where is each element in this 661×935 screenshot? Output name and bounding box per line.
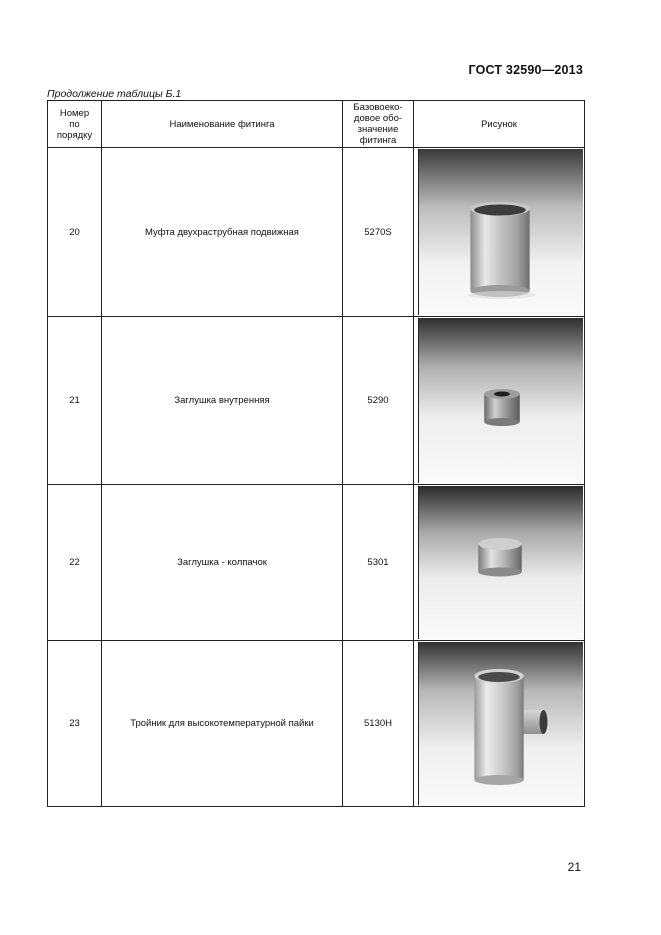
page-number: 21 (567, 860, 581, 874)
row-number: 22 (48, 485, 102, 641)
column-header-code: Базовоеко- довое обо- значение фитинга (343, 101, 414, 148)
table-row (48, 317, 585, 485)
fitting-name: Заглушка - колпачок (102, 485, 343, 641)
fittings-table (47, 100, 585, 807)
table-header-row (48, 101, 585, 148)
cap-plug-image (419, 486, 583, 639)
fitting-code: 5270S (343, 148, 414, 317)
column-header-name: Наименование фитинга (102, 101, 343, 148)
table-row (48, 148, 585, 317)
table-caption: Продолжение таблицы Б.1 (47, 88, 182, 100)
table-row (48, 485, 585, 641)
fitting-name: Муфта двухраструбная подвижная (102, 148, 343, 317)
row-number: 21 (48, 317, 102, 485)
fitting-code: 5130H (343, 641, 414, 807)
tee-fitting-image (419, 642, 583, 805)
column-header-number: Номер по порядку (48, 101, 102, 148)
coupling-sleeve-image (419, 149, 583, 315)
fitting-code: 5301 (343, 485, 414, 641)
table-row (48, 641, 585, 807)
standard-code: ГОСТ 32590—2013 (468, 63, 583, 77)
column-header-picture: Рисунок (414, 101, 585, 148)
row-number: 23 (48, 641, 102, 807)
internal-plug-image (419, 318, 583, 483)
fitting-name: Заглушка внутренняя (102, 317, 343, 485)
row-number: 20 (48, 148, 102, 317)
fitting-name: Тройник для высокотемпературной пайки (102, 641, 343, 807)
fitting-code: 5290 (343, 317, 414, 485)
